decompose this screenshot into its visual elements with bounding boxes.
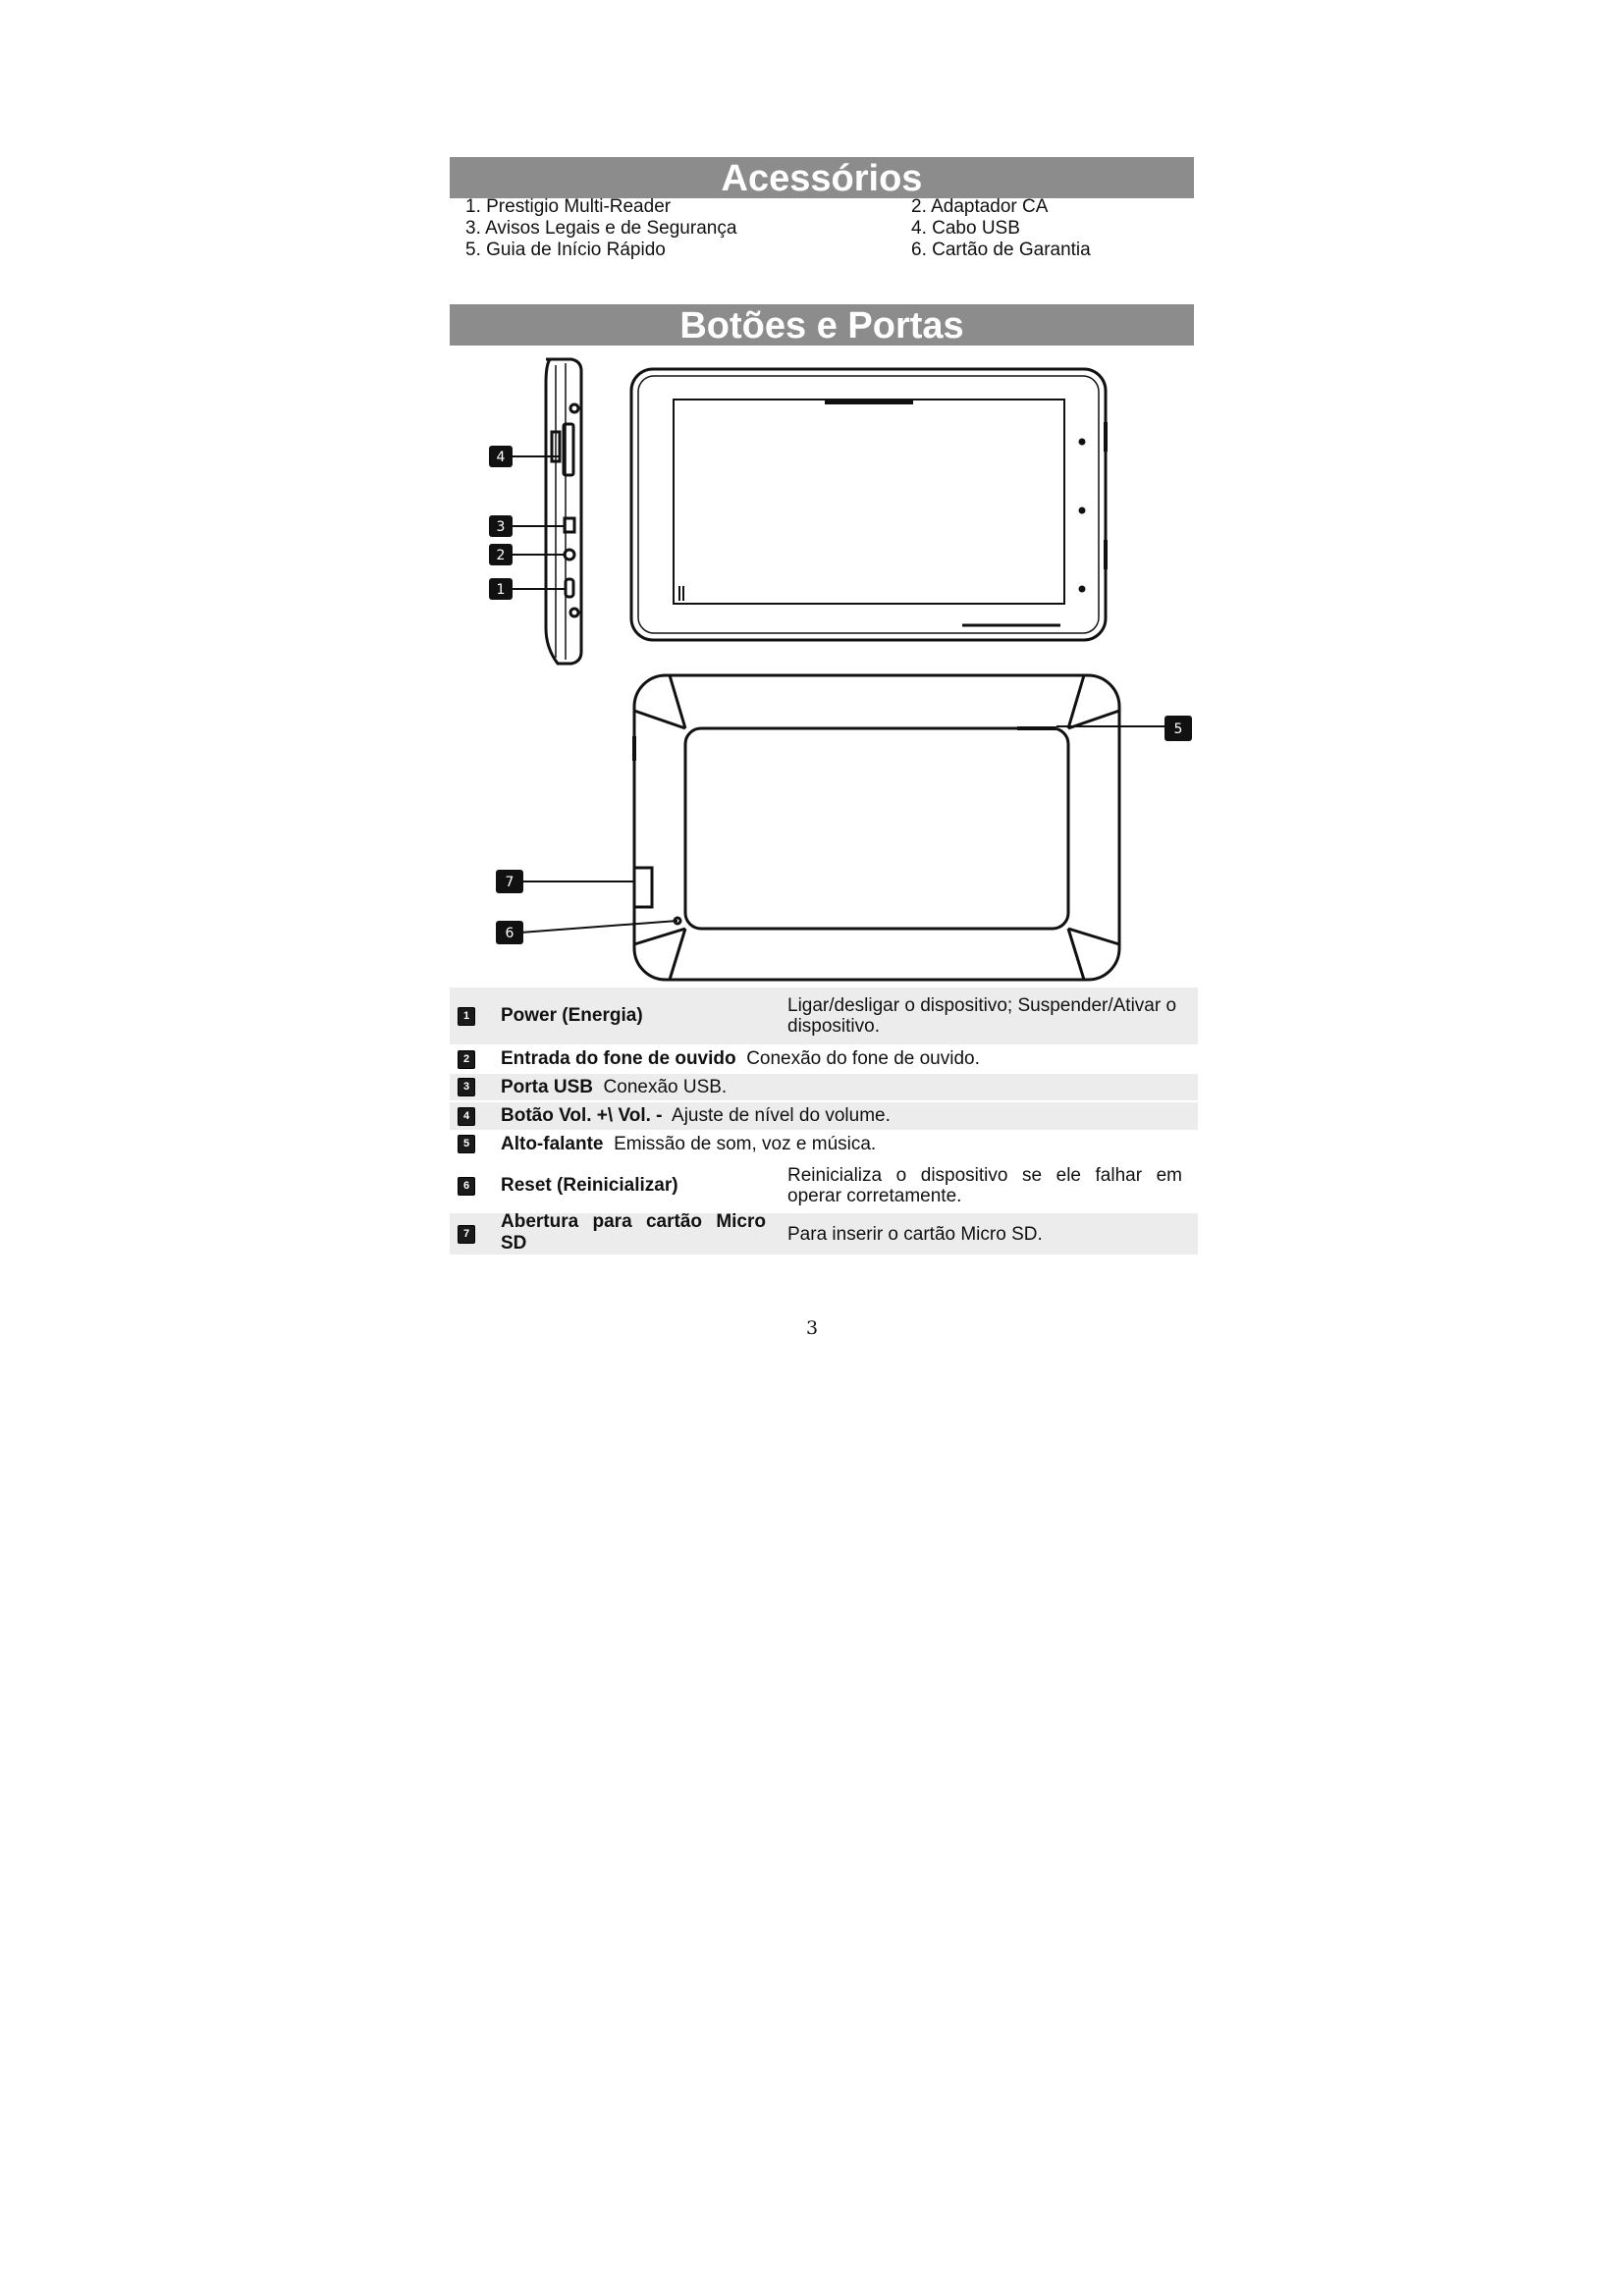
row-description: Reinicializa o dispositivo se ele falhar em operar corretamente. <box>787 1165 1182 1206</box>
row-number-badge: 6 <box>458 1177 475 1196</box>
front-view <box>631 369 1106 640</box>
accessory-item: 5. Guia de Início Rápido <box>465 240 666 260</box>
row-description: Para inserir o cartão Micro SD. <box>787 1223 1043 1245</box>
table-row <box>450 988 1198 1044</box>
table-row <box>450 1044 1198 1074</box>
callout-1-label: 1 <box>496 582 506 598</box>
table-row <box>450 1100 1198 1130</box>
accessory-item: 6. Cartão de Garantia <box>911 240 1091 260</box>
row-name: Alto-falante <box>501 1133 604 1154</box>
row-number-badge: 1 <box>458 1007 475 1026</box>
table-row <box>450 1130 1198 1158</box>
accessory-item: 3. Avisos Legais e de Segurança <box>465 218 737 239</box>
accessory-item: 2. Adaptador CA <box>911 196 1049 217</box>
callout-5-label: 5 <box>1173 721 1183 737</box>
page-number: 3 <box>805 1317 819 1339</box>
table-row <box>450 1213 1198 1255</box>
callout-6-label: 6 <box>505 926 514 941</box>
table-row <box>450 1074 1198 1100</box>
accessory-item: 1. Prestigio Multi-Reader <box>465 196 672 217</box>
row-name: Porta USB <box>501 1076 593 1097</box>
row-name: Reset (Reinicializar) <box>501 1175 678 1196</box>
accessory-item: 4. Cabo USB <box>911 218 1020 239</box>
callout-7-label: 7 <box>505 875 514 890</box>
row-number-badge: 5 <box>458 1135 475 1153</box>
row-description: Emissão de som, voz e música. <box>614 1133 877 1154</box>
row-name: Entrada do fone de ouvido <box>501 1048 736 1069</box>
callout-2-label: 2 <box>496 548 506 563</box>
row-number-badge: 2 <box>458 1050 475 1069</box>
buttons-ports-table <box>450 988 1198 1255</box>
row-name: Abertura para cartão Micro SD <box>501 1211 766 1254</box>
table-row <box>450 1158 1198 1213</box>
back-view <box>634 675 1119 980</box>
row-description: Conexão do fone de ouvido. <box>746 1048 980 1069</box>
row-name: Botão Vol. +\ Vol. - <box>501 1105 663 1126</box>
row-name: Power (Energia) <box>501 1005 643 1026</box>
buttons-ports-title: Botões e Portas <box>450 304 1194 346</box>
row-number-badge: 3 <box>458 1078 475 1096</box>
row-description: Ligar/desligar o dispositivo; Suspender/Ativar o dispositivo. <box>787 995 1177 1037</box>
row-description: Conexão USB. <box>603 1076 728 1097</box>
row-number-badge: 4 <box>458 1107 475 1126</box>
callout-3-label: 3 <box>496 519 506 535</box>
callout-4-label: 4 <box>496 450 506 465</box>
accessories-title: Acessórios <box>450 157 1194 198</box>
row-description: Ajuste de nível do volume. <box>672 1105 891 1126</box>
side-view <box>546 359 581 664</box>
row-number-badge: 7 <box>458 1225 475 1244</box>
